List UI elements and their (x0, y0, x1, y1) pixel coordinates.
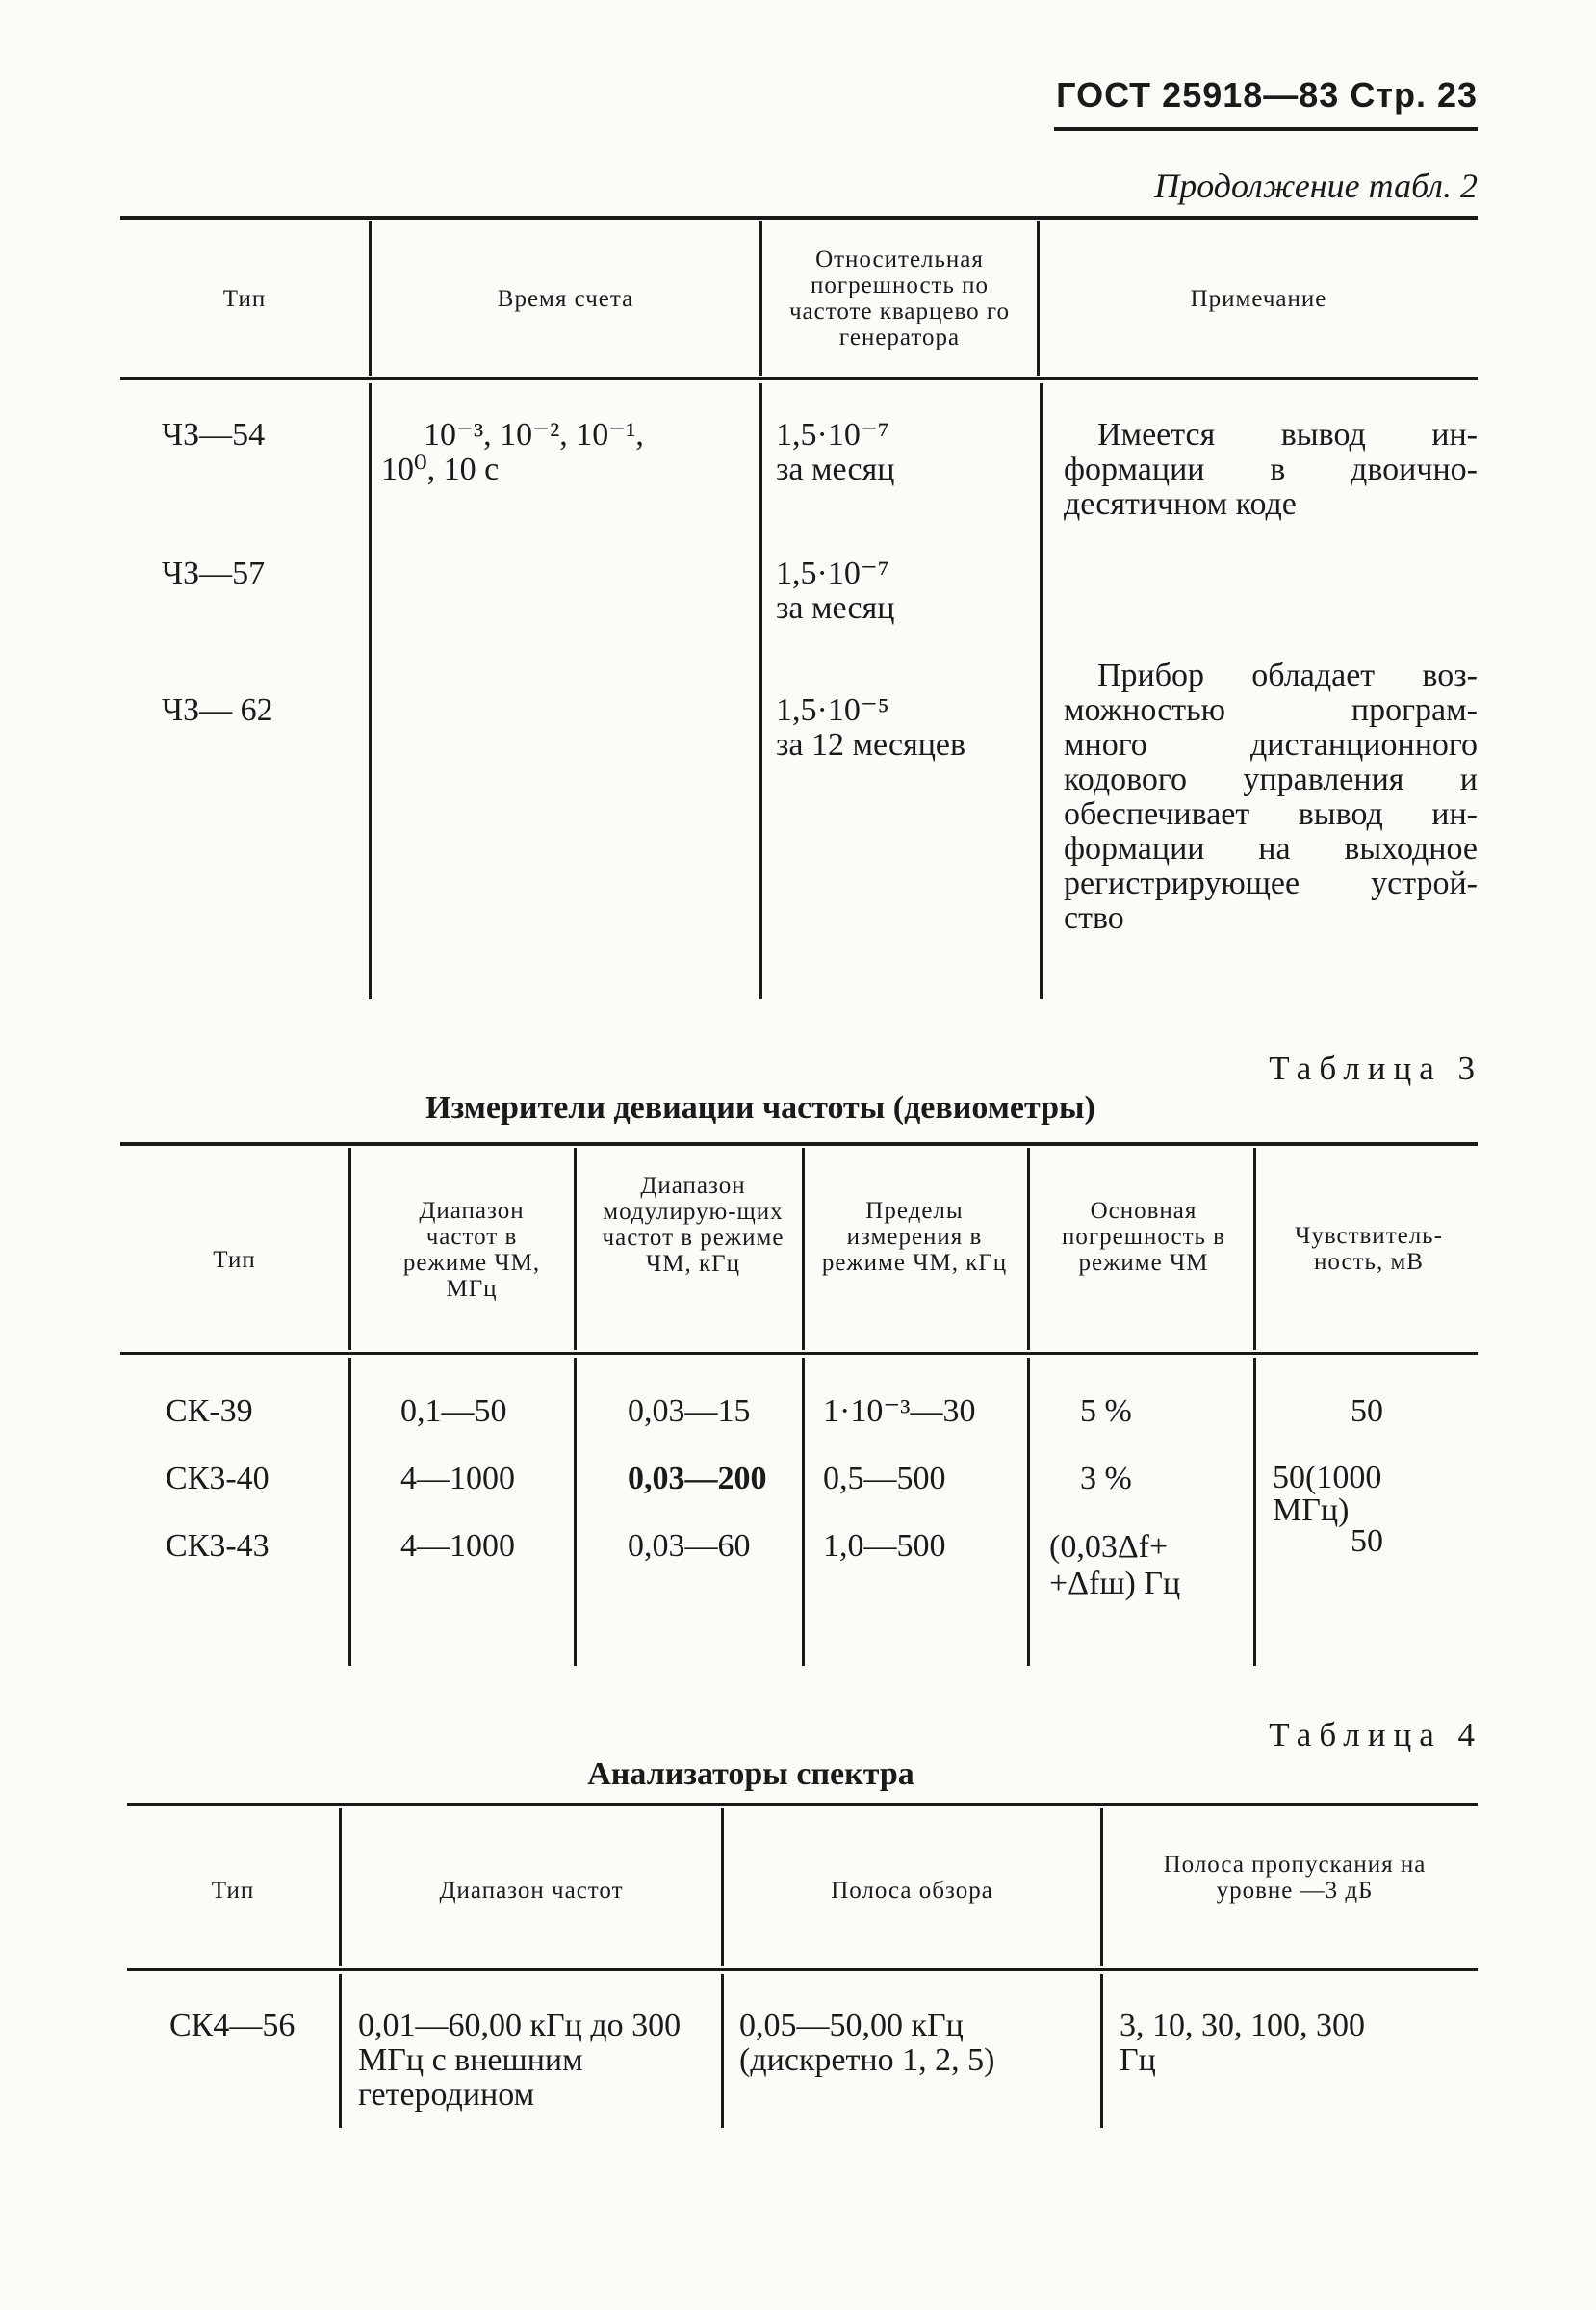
header-rule (1054, 127, 1478, 131)
table3-vline (802, 1358, 805, 1666)
table3-row1-error: 5 % (1080, 1393, 1132, 1429)
table3-row3-sens: 50 (1351, 1523, 1383, 1559)
table3-vline (1253, 1148, 1256, 1350)
table4-row1-band: 3, 10, 30, 100, 300 Гц (1120, 2008, 1365, 2078)
table3-header-type: Тип (213, 1247, 256, 1273)
table3-vline (1027, 1358, 1030, 1666)
table2-row3-note-line5: обеспечивает вывод ин- (1064, 796, 1478, 832)
table4-header-range: Диапазон частот (439, 1878, 624, 1904)
table2-row1-note-line2: формации в двоично- (1064, 452, 1478, 487)
table3-row2-mod: 0,03—200 (628, 1461, 767, 1496)
table3-vline (802, 1148, 805, 1350)
table3-header-error: Основная погрешность в режиме ЧМ (1062, 1198, 1225, 1276)
table2-row3-note-line1: Прибор обладает воз- (1097, 658, 1478, 693)
table3-header-rule (120, 1352, 1478, 1355)
table3-row1-sens: 50 (1351, 1393, 1383, 1429)
table2-header-error: Относительная погрешность по частоте кварцево го генератора (788, 247, 1010, 350)
table2-vline (1040, 383, 1043, 999)
table2-row1-error-line2: за месяц (776, 452, 895, 487)
table2-row3-note-line8: ство (1064, 900, 1124, 936)
table3-header-sens: Чувствитель-ность, мВ (1295, 1223, 1443, 1275)
table2-vline (759, 221, 762, 376)
table3-row3-limits: 1,0—500 (823, 1528, 946, 1564)
table3-vline (574, 1148, 577, 1350)
table3-row2-freq: 4—1000 (400, 1461, 515, 1496)
table2-row3-error-line1: 1,5·10⁻⁵ (776, 692, 889, 728)
table4-row1-range: 0,01—60,00 кГц до 300 МГц с внешним гетеродином (358, 2008, 682, 2113)
table4-vline (1100, 1974, 1103, 2128)
table3-vline (1027, 1148, 1030, 1350)
table3-top-rule (120, 1142, 1478, 1146)
table2-row3-error-line2: за 12 месяцев (776, 727, 966, 763)
table3-row3-error: (0,03Δf+ +Δfш) Гц (1049, 1529, 1181, 1601)
table4-row1-type: СК4—56 (169, 2008, 296, 2043)
table4-vline (1100, 1808, 1103, 1966)
table3-row3-freq: 4—1000 (400, 1528, 515, 1564)
table2-row1-type: ЧЗ—54 (162, 417, 266, 453)
table3-caption: Таблица 3 (1269, 1050, 1482, 1087)
table4-row1-span: 0,05—50,00 кГц (дискретно 1, 2, 5) (739, 2008, 995, 2078)
table3-vline (574, 1358, 577, 1666)
table3-row2-error: 3 % (1080, 1461, 1132, 1496)
table2-row3-type: ЧЗ— 62 (162, 692, 273, 728)
table4-vline (339, 1974, 342, 2128)
table2-header-note: Примечание (1190, 286, 1327, 312)
table2-row1-time-line2: 10⁰, 10 с (381, 452, 500, 487)
table3-vline (348, 1148, 351, 1350)
table4-header-span: Полоса обзора (831, 1878, 993, 1904)
table2-row3-note-line4: кодового управления и (1064, 762, 1478, 797)
table4-vline (721, 1974, 724, 2128)
table4-top-rule (127, 1803, 1478, 1806)
table3-row1-limits: 1·10⁻³—30 (823, 1393, 976, 1429)
table3-row2-type: СК3-40 (166, 1461, 270, 1496)
table2-top-rule (120, 216, 1478, 220)
table2-row2-error-line2: за месяц (776, 590, 895, 626)
table2-vline (369, 383, 372, 999)
table4-caption: Таблица 4 (1269, 1716, 1482, 1753)
table3-header-freq: Диапазон частот в режиме ЧМ, МГц (402, 1198, 541, 1302)
table2-row1-note-line1: Имеется вывод ин- (1097, 417, 1478, 453)
table3-vline (348, 1358, 351, 1666)
table4-title: Анализаторы спектра (587, 1756, 914, 1792)
table2-row3-note-line3: много дистанционного (1064, 727, 1478, 763)
table2-row2-type: ЧЗ—57 (162, 556, 266, 591)
page-header: ГОСТ 25918—83 Стр. 23 (1056, 75, 1478, 115)
table3-row3-type: СК3-43 (166, 1528, 270, 1564)
table2-row3-note-line7: регистрирующее устрой- (1064, 866, 1478, 901)
table2-row3-note-line2: можностью програм- (1064, 692, 1478, 728)
table4-header-type: Тип (211, 1878, 255, 1904)
table3-row2-limits: 0,5—500 (823, 1461, 946, 1496)
table3-title: Измерители девиации частоты (девиометры) (425, 1090, 1095, 1126)
table2-vline (759, 383, 762, 999)
table2-header-rule (120, 377, 1478, 380)
table4-header-band: Полоса пропускания на уровне —3 дБ (1163, 1852, 1427, 1904)
table2-row1-note-line3: десятичном коде (1064, 486, 1297, 522)
table4-header-rule (127, 1968, 1478, 1971)
table-continuation-label: Продолжение табл. 2 (1154, 167, 1478, 205)
table3-row2-sens: 50(1000 МГц) (1273, 1460, 1382, 1528)
table2-row3-note-line6: формации на выходное (1064, 831, 1478, 867)
table2-row1-error-line1: 1,5·10⁻⁷ (776, 417, 889, 453)
table2-header-type: Тип (222, 286, 267, 312)
table2-row1-time-line1: 10⁻³, 10⁻², 10⁻¹, (424, 417, 644, 453)
table3-row3-mod: 0,03—60 (628, 1528, 751, 1564)
table2-row2-error-line1: 1,5·10⁻⁷ (776, 556, 889, 591)
table3-row1-freq: 0,1—50 (400, 1393, 507, 1429)
table3-row1-mod: 0,03—15 (628, 1393, 751, 1429)
table3-header-mod: Диапазон модулирую-щих частот в режиме ЧМ, кГц (602, 1173, 785, 1277)
table3-header-limits: Пределы измерения в режиме ЧМ, кГц (821, 1198, 1008, 1276)
table3-row1-type: СК-39 (166, 1393, 253, 1429)
table2-header-time: Время счета (497, 286, 634, 312)
